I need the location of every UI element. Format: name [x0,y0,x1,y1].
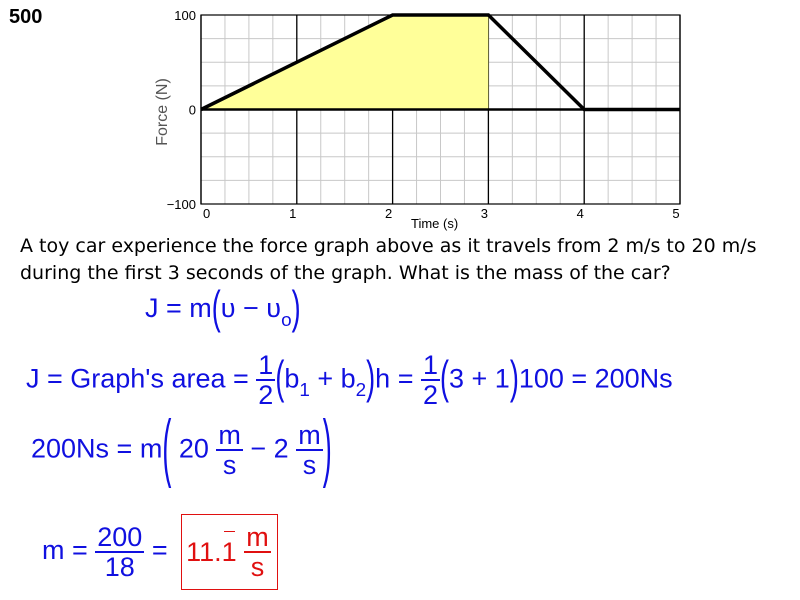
impulse-equation: $J = m(\upsilon - \upsilon_o)$ [145,282,301,334]
answer-unit: $\frac{m}{s}$ [246,521,269,582]
y-tick-label: 100 [174,8,196,23]
force-time-chart [0,0,800,232]
problem-text: A toy car experience the force graph above as it travels from 2 m/s to 20 m/s during the first 3 seconds of the graph. What is the mass of the car? [20,235,757,284]
y-tick-label: 0 [188,102,196,118]
eq2-lhs: J = Graph's area = [26,363,257,394]
answer-box: 11. 1 $\frac{m}{s}$ [181,514,278,590]
momentum-equation: 200Ns = m( 20 $\frac{m}{s}$ − 2 $\frac{m}{s}$ ) [31,405,332,490]
x-tick-label: 4 [576,206,584,221]
eq1-lhs: J = m [145,293,212,323]
unit-fraction-2: $\frac{m}{s}$ [298,420,321,481]
x-tick-label: 3 [480,206,489,221]
y-tick-label: −100 [166,197,196,212]
eq1-sub: o [281,309,292,331]
eq1-velocity: υ − υ [220,293,282,323]
mass-equation: m = $\frac{200}{18}$ = 11. 1 $\frac{m}{s}$ [42,514,278,590]
x-tick-label: 1 [289,206,297,221]
y-axis-label: Force (N) [154,78,171,146]
unit-fraction-1: $\frac{m}{s}$ [218,420,241,481]
half-fraction: $\frac{1}{2}$ [258,350,274,411]
x-tick-label: 5 [672,206,680,221]
x-axis-label: Time (s) [411,216,459,231]
x-tick-label: 2 [384,206,393,221]
half-fraction-2: $\frac{1}{2}$ [422,350,438,411]
points-label: 500 [9,6,43,28]
mass-fraction: $\frac{200}{18}$ [97,521,143,582]
x-tick-label: 0 [203,206,211,221]
area-equation: J = Graph's area = $\frac{1}{2}$ $(b_1 + b_2)h$ = $\frac{1}{2}$ (3 + 1)100 = 200Ns [26,350,673,411]
